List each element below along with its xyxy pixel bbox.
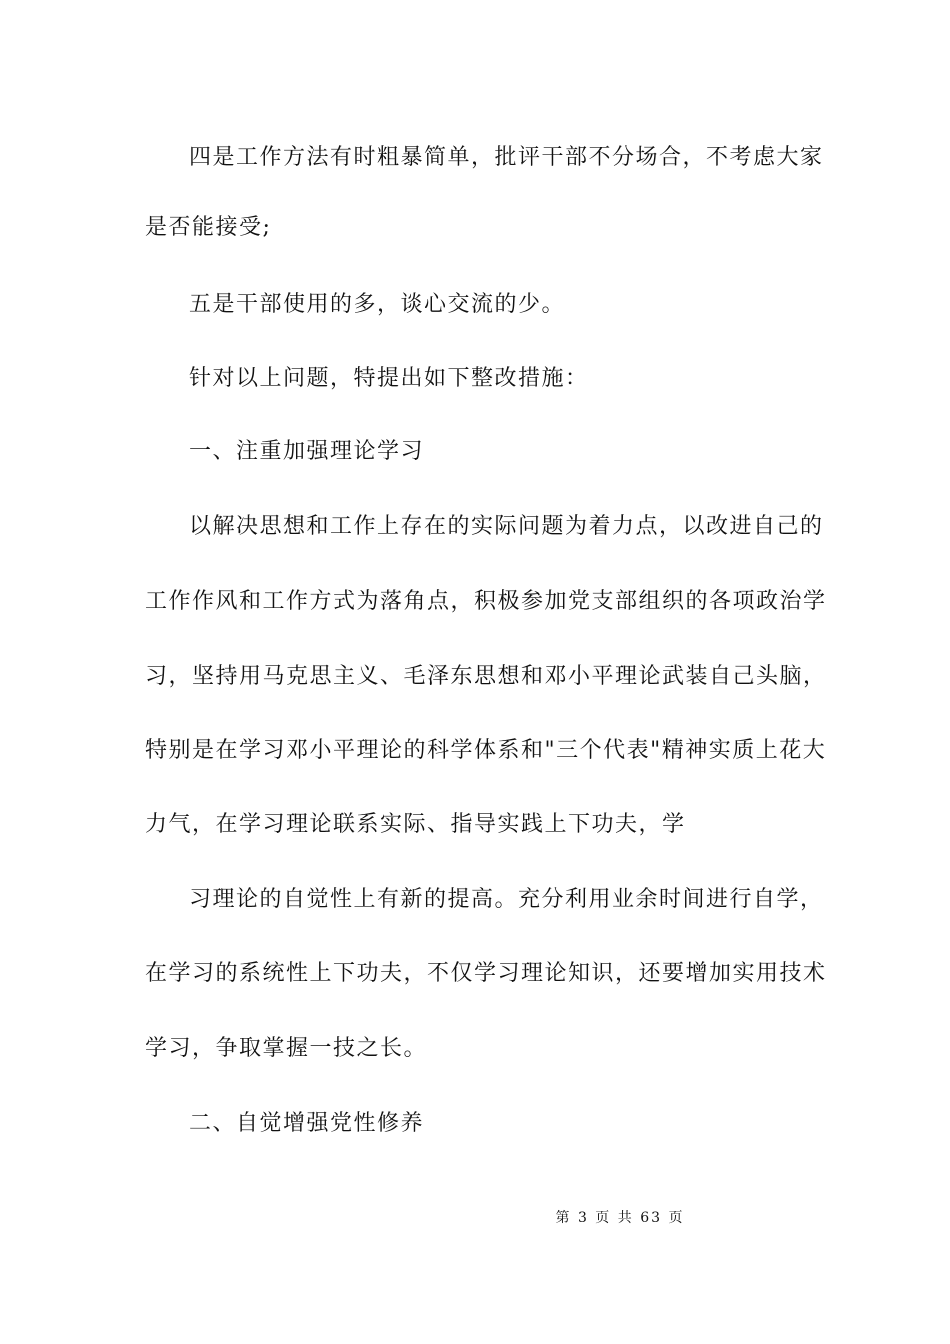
paragraph-line-4: 针对以上问题，特提出如下整改措施： xyxy=(189,366,589,391)
paragraph-line-13: 学习，争取掌握一技之长。 xyxy=(145,1036,428,1061)
paragraph-line-1: 四是工作方法有时粗暴简单，批评干部不分场合，不考虑大家 xyxy=(189,145,824,170)
paragraph-line-11: 习理论的自觉性上有新的提高。充分利用业余时间进行自学， xyxy=(189,887,824,912)
page-number-footer xyxy=(0,1208,950,1228)
section-heading-2: 二、自觉增强党性修养 xyxy=(189,1111,425,1136)
paragraph-line-12: 在学习的系统性上下功夫，不仅学习理论知识，还要增加实用技术 xyxy=(145,961,827,986)
paragraph-line-7: 工作作风和工作方式为落角点，积极参加党支部组织的各项政治学 xyxy=(145,589,827,614)
paragraph-line-6: 以解决思想和工作上存在的实际问题为着力点，以改进自己的 xyxy=(189,514,824,539)
page-number-label: 第 3 页 共 63 页 xyxy=(555,1210,685,1226)
paragraph-line-3: 五是干部使用的多，谈心交流的少。 xyxy=(189,292,566,317)
paragraph-line-8: 习，坚持用马克思主义、毛泽东思想和邓小平理论武装自己头脑， xyxy=(145,664,827,689)
paragraph-line-2: 是否能接受; xyxy=(145,215,272,240)
section-heading-1: 一、注重加强理论学习 xyxy=(189,439,425,464)
paragraph-line-9: 特别是在学习邓小平理论的科学体系和"三个代表"精神实质上花大 xyxy=(145,738,827,763)
paragraph-line-10: 力气，在学习理论联系实际、指导实践上下功夫，学 xyxy=(145,812,686,837)
